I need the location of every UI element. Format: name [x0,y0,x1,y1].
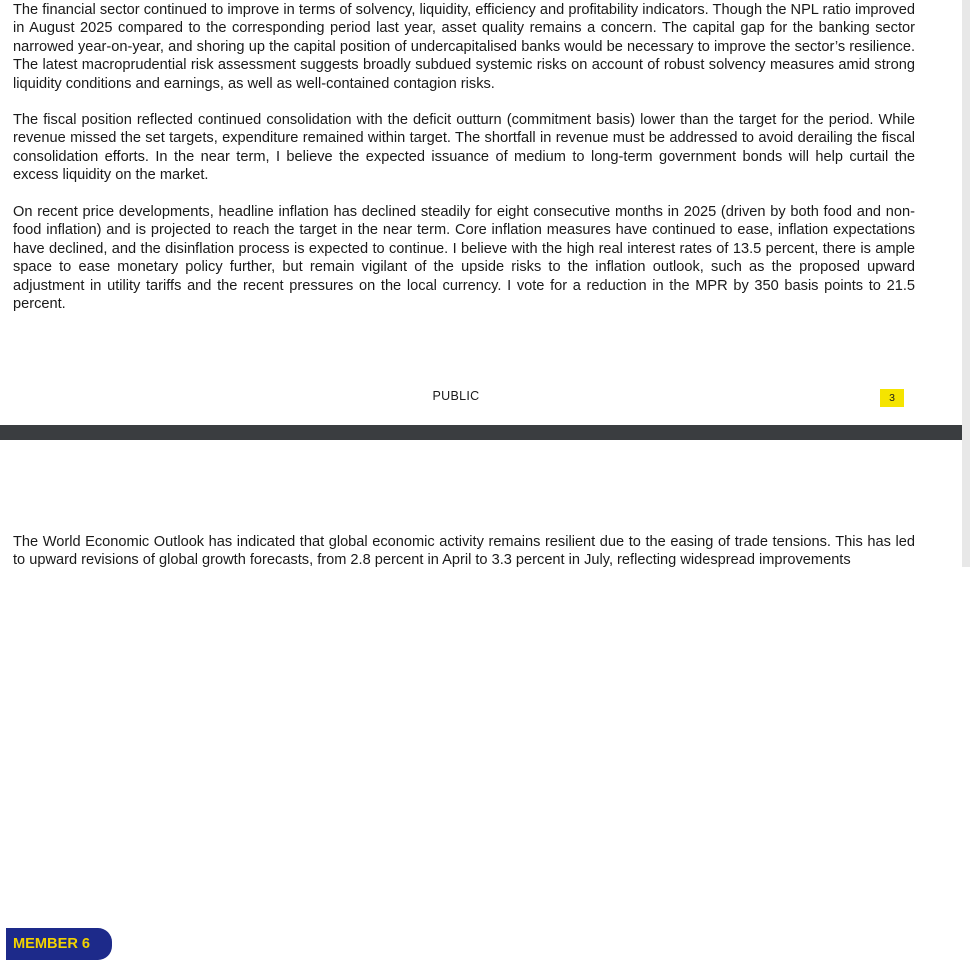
section-badge: MEMBER 6 [6,928,112,960]
paragraph-world-economic-outlook: The World Economic Outlook has indicated that global economic activity remains resilient due to the easing of trade tensions. This has led to upward revisions of global growth forecasts, from 2.8 percent in April to 3.3 percent in July, reflecting widespread improvements [13,534,915,569]
paragraph-price-developments: On recent price developments, headline inflation has declined steadily for eight consecutive months in 2025 (driven by both food and non-food inflation) and is projected to reach the target in the near term. Core inflation measures have continued to ease, inflation expectations have declined, and the disinflation process is expected to continue. I believe with the high real interest rates of 13.5 percent, there is ample space to ease monetary policy further, but remain vigilant of the upside risks to the inflation outlook, such as the proposed upward adjustment in utility tariffs and the recent pressures on the local currency. I vote for a reduction in the MPR by 350 basis points to 21.5 percent. [13,204,915,313]
document-page [0,0,962,425]
page-footer-label: PUBLIC [432,389,480,403]
paragraph-financial-sector: The financial sector continued to improve in terms of solvency, liquidity, efficiency and profitability indicators. Though the NPL ratio improved in August 2025 compared to the corresponding period last year, asset quality remains a concern. The capital gap for the banking sector narrowed year-on-year, and shoring up the capital position of undercapitalised banks would be necessary to improve the sector’s resilience. The latest macroprudential risk assessment suggests broadly subdued systemic risks on account of robust solvency measures amid strong liquidity conditions and earnings, as well as well-contained contagion risks. [13,2,915,92]
scrollbar-track[interactable] [962,0,970,567]
page-number: 3 [880,389,904,407]
paragraph-fiscal-position: The fiscal position reflected continued consolidation with the deficit outturn (commitment basis) lower than the target for the period. While revenue missed the set targets, expenditure remained within target. The shortfall in revenue must be addressed to avoid derailing the fiscal consolidation efforts. In the near term, I believe the expected issuance of medium to long-term government bonds will help curtail the excess liquidity on the market. [13,112,915,184]
